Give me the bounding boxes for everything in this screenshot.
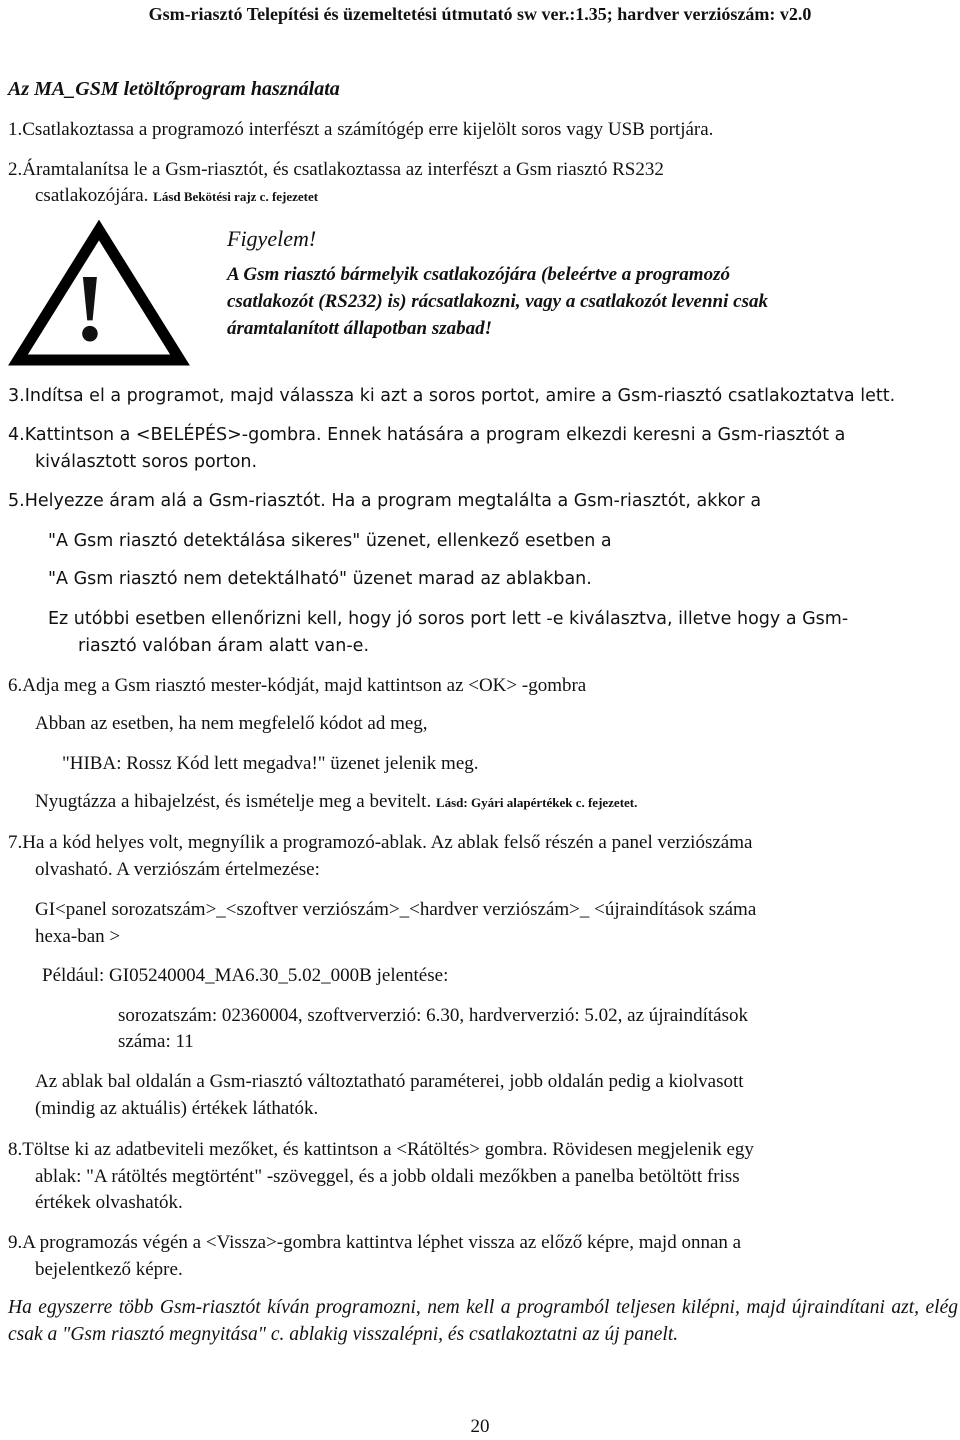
step-5-message-2: "A Gsm riasztó nem detektálható" üzenet marad az ablakban. xyxy=(48,569,592,589)
step-2-text: csatlakozójára. xyxy=(35,185,149,206)
step-6-line-4 xyxy=(35,789,637,816)
step-7-example-detail-2: száma: 11 xyxy=(118,1031,194,1052)
step-6-line-1: 6.Adja meg a Gsm riasztó mester-kódját, majd kattintson az <OK> -gombra xyxy=(8,675,587,696)
section-title: Az MA_GSM letöltőprogram használata xyxy=(8,78,340,100)
step-6-error-message: "HIBA: Rossz Kód lett megadva!" üzenet jelenik meg. xyxy=(62,753,479,774)
step-4-line-2: kiválasztott soros porton. xyxy=(35,452,258,472)
step-8-line-1: 8.Töltse ki az adatbeviteli mezőket, és kattintson a <Rátöltés> gombra. Rövidesen megjelenik egy xyxy=(8,1139,754,1160)
final-note: Ha egyszerre több Gsm-riasztót kíván programozni, nem kell a programból teljesen kilépni, majd újraindítani azt, elég csak a "Gsm riasztó megnyitása" c. ablakig visszalépni, és csatlakoztatni az új panelt. xyxy=(8,1297,958,1345)
step-9-line-1: 9.A programozás végén a <Vissza>-gombra kattintva léphet vissza az előző képre, majd onnan a xyxy=(8,1232,742,1253)
step-7-desc-1: Az ablak bal oldalán a Gsm-riasztó változtatható paraméterei, jobb oldalán pedig a kiolvasott xyxy=(35,1071,744,1092)
step-4-line-1: 4.Kattintson a <BELÉPÉS>-gombra. Ennek hatására a program elkezdi keresni a Gsm-riasztót a xyxy=(8,425,846,445)
step-3: 3.Indítsa el a programot, majd válassza ki azt a soros portot, amire a Gsm-riasztó csatlakoztatva lett. xyxy=(8,386,896,406)
warning-line-3: áramtalanított állapotban szabad! xyxy=(227,318,492,339)
warning-exclamation: ! xyxy=(74,254,106,361)
step-8-line-3: értékek olvashatók. xyxy=(35,1192,183,1213)
step-7-example: Például: GI05240004_MA6.30_5.02_000B jelentése: xyxy=(42,965,449,986)
step-2-line-2 xyxy=(35,183,318,210)
step-2-line-1: 2.Áramtalanítsa le a Gsm-riasztót, és csatlakoztassa az interfészt a Gsm riasztó RS232 xyxy=(8,159,664,180)
step-9-line-2: bejelentkező képre. xyxy=(35,1259,183,1280)
step-2-reference: Lásd Bekötési rajz c. fejezetet xyxy=(153,189,319,204)
step-5-line-1 xyxy=(8,488,761,514)
step-6-reference: Lásd: Gyári alapértékek c. fejezetet. xyxy=(435,795,638,810)
warning-title: Figyelem! xyxy=(227,226,317,251)
warning-line-1: A Gsm riasztó bármelyik csatlakozójára (beleértve a programozó xyxy=(227,264,730,285)
step-6-text: Nyugtázza a hibajelzést, és ismételje meg a bevitelt. xyxy=(35,791,432,812)
page-number: 20 xyxy=(470,1416,490,1437)
step-7-line-2: olvasható. A verziószám értelmezése: xyxy=(35,859,320,880)
step-7-desc-2: (mindig az aktuális) értékek láthatók. xyxy=(35,1098,319,1119)
step-5-note-1: Ez utóbbi esetben ellenőrizni kell, hogy jó soros port lett -e kiválasztva, illetve hogy a Gsm- xyxy=(48,609,849,629)
step-7-format-2: hexa-ban > xyxy=(35,926,121,947)
step-7-format-1: GI<panel sorozatszám>_<szoftver verziószám>_<hardver verziószám>_ <újraindítások száma xyxy=(35,899,757,920)
page-header: Gsm-riasztó Telepítési és üzemeltetési útmutató sw ver.:1.35; hardver verziószám: v2.0 xyxy=(148,4,812,24)
step-7-line-1: 7.Ha a kód helyes volt, megnyílik a programozó-ablak. Az ablak felső részén a panel verziószáma xyxy=(8,832,753,853)
step-5-text-b: Ha a program megtalálta a Gsm-riasztót, akkor a xyxy=(331,491,762,511)
step-5-message-1: "A Gsm riasztó detektálása sikeres" üzenet, ellenkező esetben a xyxy=(48,531,612,551)
step-5-note-2: riasztó valóban áram alatt van-e. xyxy=(78,636,370,656)
step-8-line-2: ablak: "A rátöltés megtörtént" -szöveggel, és a jobb oldali mezőkben a panelba betöltött friss xyxy=(35,1166,740,1187)
step-7-example-detail-1: sorozatszám: 02360004, szoftververzió: 6.30, hardververzió: 5.02, az újraindítások xyxy=(118,1005,748,1026)
step-5-text-a: 5.Helyezze áram alá a Gsm-riasztót. xyxy=(8,491,326,511)
step-1: 1.Csatlakoztassa a programozó interfészt a számítógép erre kijelölt soros vagy USB portjára. xyxy=(8,119,714,140)
step-6-line-2: Abban az esetben, ha nem megfelelő kódot ad meg, xyxy=(35,713,428,734)
warning-line-2: csatlakozót (RS232) is) rácsatlakozni, vagy a csatlakozót levenni csak xyxy=(227,291,768,312)
